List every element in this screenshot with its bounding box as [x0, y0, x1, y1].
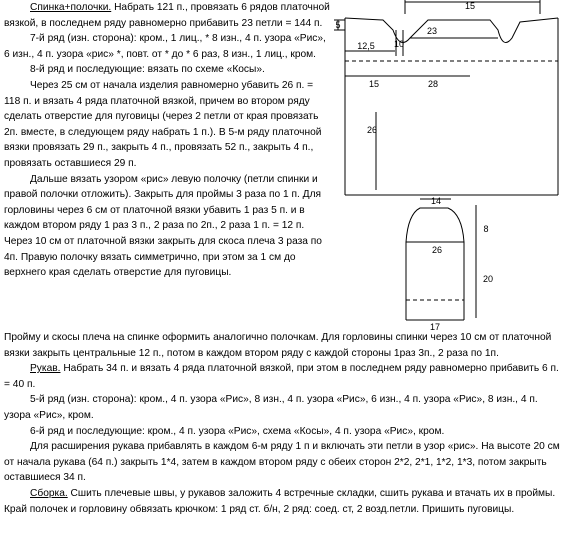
paragraph-sleeve-increase: Для расширения рукава прибавлять в каждом 6-м ряду 1 п и включать эти петли в узор «рис». На высоте 20 см от начала рукава (64 п.) закрыть 1*4, затем в каждом втором ряду с обеих сторон 2*2, 2*1, 1*2, 1*3, потом закрыть оставшиеся 34 п.: [4, 441, 560, 484]
section-title-sleeve: Рукав.: [30, 363, 61, 375]
instructions-top: [4, 0, 332, 281]
label-23: 23: [426, 26, 438, 36]
label-26-width: 26: [431, 245, 443, 255]
label-15-top: 15: [464, 1, 476, 11]
paragraph-decrease: Через 25 см от начала изделия равномерно убавить 26 п. = 118 п. и вязать 4 ряда платочной вязкой, причем во втором ряду сделать отверстие для пуговицы (через 2 петли от края провязать 2п. вместе, в следующем ряду набрать 1 п.). В 5-м ряду платочной вязки провязать 29 п., закрыть 4 п., провязать 52 п., закрыть 4 п., провязать оставшиеся 29 п.: [4, 79, 322, 169]
label-8: 8: [483, 224, 489, 234]
label-12-5: 12,5: [357, 41, 375, 51]
label-26-height: 26: [366, 125, 378, 135]
paragraph-left-front: Дальше вязать узором «рис» левую полочку (петли спинки и правой полочки отложить). Закрыть для проймы 3 раза по 1 п. Для горловины через 6 см от платочной вязки убавить 1 раз 5 п. и в каждом втором ряду 1 раз 3 п., 2 раза по 2п., 2 раза 1 п. = 12 п. Через 10 см от платочной вязки закрыть для скоса плеча 3 раза по 4п. Правую полочку вязать симметрично, при этом за 1 см до верхнего края сделать отверстие для пуговицы.: [4, 173, 322, 279]
paragraph-armhole: Пройму и скосы плеча на спинке оформить аналогично полочкам. Для горловины спинки через 10 см от платочной вязки закрыть центральные 12 п., потом в каждом втором ряду с каждой стороны 1раз 3п., 2 раза по 1п.: [4, 332, 552, 359]
paragraph-assembly: Сборка. Сшить плечевые швы, у рукавов заложить 4 встречные складки, сшить рукава и втачать их в проймы. Край полочек и горловину обвязать крючком: 1 ряд ст. б/н, 2 ряд: соед. ст, 2 возд.петли. Пришить пуговицы.: [4, 487, 556, 515]
section-title-body-front: Спинка+полочки.: [30, 2, 112, 13]
paragraph-sleeve: Рукав. Набрать 34 п. и вязать 4 ряда платочной вязкой, при этом в последнем ряду равномерно прибавить 6 п. = 40 п.: [4, 363, 559, 390]
paragraph-row-7: 7-й ряд (изн. сторона): кром., 1 лиц., * 8 изн., 4 п. узора «Рис», 6 изн., 4 п. узора «рис» *, повт. от * до * 6 раз, 8 изн., 1 лиц., кром.: [4, 33, 326, 60]
label-14: 14: [430, 196, 442, 206]
body-schematic: [334, 0, 558, 195]
label-17: 17: [429, 322, 441, 332]
label-28: 28: [427, 79, 439, 89]
paragraph-sleeve-row-5: 5-й ряд (изн. сторона): кром., 4 п. узора «Рис», 8 изн., 4 п. узора «Рис», 6 изн., 4 п. узора «Рис», 8 изн., 4 п. узора «Рис», кром.: [4, 394, 538, 421]
label-10: 10: [393, 39, 405, 49]
label-15-left: 15: [368, 79, 380, 89]
section-title-assembly: Сборка.: [30, 487, 68, 499]
instructions-bottom: [4, 330, 564, 517]
label-5: 5: [335, 20, 341, 30]
sleeve-schematic: [406, 199, 476, 320]
paragraph-row-8: 8-й ряд и последующие: вязать по схеме «Косы».: [30, 64, 265, 76]
paragraph-sleeve-row-6: 6-й ряд и последующие: кром., 4 п. узора «Рис», схема «Косы», 4 п. узора «Рис», кром.: [30, 425, 445, 437]
label-20: 20: [482, 274, 494, 284]
paragraph-body-front: Спинка+полочки. Набрать 121 п., провязать 6 рядов платочной вязкой, в последнем ряду равномерно прибавить 23 петли = 144 п.: [4, 2, 330, 29]
